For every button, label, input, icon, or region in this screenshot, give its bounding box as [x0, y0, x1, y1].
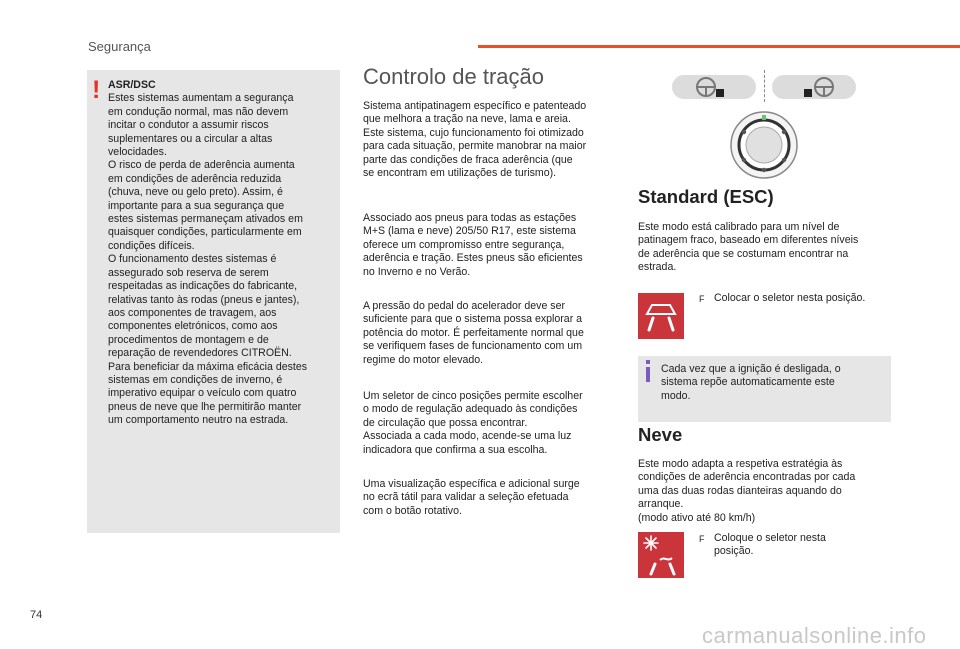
section-title: Controlo de tração [363, 64, 544, 89]
neve-title: Neve [638, 424, 683, 445]
snowflake-icon [638, 532, 684, 578]
bullet-mark: F [699, 294, 705, 304]
bullet-mark: F [699, 534, 705, 544]
traction-paragraph: Um seletor de cinco posições permite escolher o modo de regulação adequado às condições de circulação que possa encontrar. Associada a cada modo, acende-se uma luz indicadora que confirma a sua escolha. [363, 390, 583, 456]
warning-body: Estes sistemas aumentam a segurança em condução normal, mas não devem incitar o condutor a assumir riscos suplementares ou a circular a altas velocidades. O risco de perda de aderência aumenta em condições de aderência reduzida (chuva, neve ou gelo preto). Assim, é importante para a sua segurança que estes sistemas permaneçam ativados em quaisquer condições, particularmente em condições difíceis. O funcionamento destes sistemas é assegurado sob reserva de serem respeitadas as indicações do fabricante, relativas tanto às rodas (pneus e jantes), aos componentes de travagem, aos componentes eletrónicos, como aos procedimentos de montagem e de reparação de revendedores CITROËN. Para beneficiar da máxima eficácia destes sistemas em condições de inverno, é imperativo equipar o veículo com quatro pneus de neve que lhe permitirão manter um comportamento neutro na estrada. [108, 92, 308, 427]
steering-wheel-icon [672, 75, 756, 99]
warning-title: ASR/DSC [108, 79, 156, 91]
steering-wheel-icon [772, 75, 856, 99]
traction-paragraph: A pressão do pedal do acelerador deve ser suficiente para que o sistema possa explorar a potência do motor. É perfeitamente normal que se verifiquem fases de funcionamento com um regime do motor elevado. [363, 300, 584, 366]
illustration-divider [764, 70, 766, 102]
traction-paragraph: Sistema antipatinagem específico e patenteado que melhora a tração na neve, lama e areia. Este sistema, cujo funcionamento foi otimizado para cada situação, permite manobrar na maior parte das condições de fraca aderência (que se encontram em utilizações de turismo). [363, 100, 587, 180]
header-accent-bar [478, 45, 960, 48]
traction-paragraph: Associado aos pneus para todas as estações M+S (lama e neve) 205/50 R17, este sistema oferece um compromisso entre segurança, aderência e tração. Estes pneus são eficientes no Inverno e no Verão. [363, 212, 583, 278]
warning-icon: ! [92, 76, 101, 104]
dashboard-display-right [772, 75, 856, 99]
page-number: 74 [30, 609, 43, 621]
standard-body: Este modo está calibrado para um nível de patinagem fraco, baseado em diferentes níveis de aderência que se costumam encontrar na estrada. [638, 221, 859, 274]
traction-paragraph: Uma visualização específica e adicional surge no ecrã tátil para validar a seleção efetuada com o botão rotativo. [363, 478, 580, 517]
info-icon [645, 360, 651, 382]
road-lane-icon [638, 293, 684, 339]
neve-instruction: Coloque o seletor nesta posição. [714, 532, 826, 558]
standard-instruction: Colocar o seletor nesta posição. [714, 292, 866, 304]
standard-title: Standard (ESC) [638, 186, 774, 207]
neve-body: Este modo adapta a respetiva estratégia às condições de aderência encontradas por cada uma das duas rodas dianteiras aquando do arranque. (modo ativo até 80 km/h) [638, 458, 856, 524]
section-header: Segurança [88, 39, 151, 54]
dashboard-display-left [672, 75, 756, 99]
standard-mode-icon [638, 293, 684, 339]
watermark: carmanualsonline.info [702, 623, 927, 648]
warning-text [108, 79, 336, 428]
neve-mode-icon [638, 532, 684, 578]
info-text: Cada vez que a ignição é desligada, o sistema repõe automaticamente este modo. [661, 363, 841, 402]
mode-selector-dial-icon [728, 110, 800, 180]
